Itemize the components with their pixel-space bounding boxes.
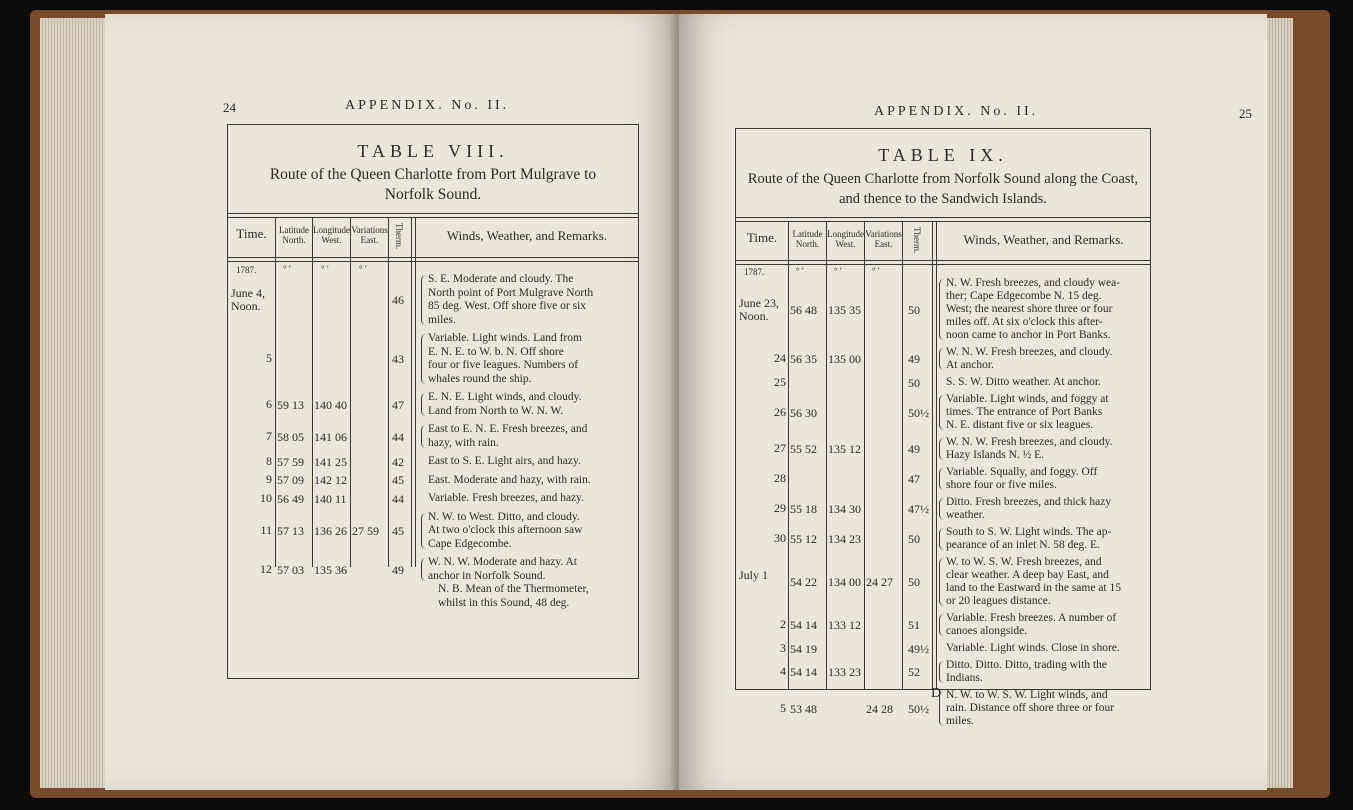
row-latitude: 54 14 [790, 665, 817, 679]
row-time: 26 [774, 404, 786, 419]
row-latitude: 53 48 [790, 701, 817, 716]
row-thermometer: 45 [392, 473, 404, 488]
var-deg-marks: ° ′ [872, 266, 880, 276]
row-latitude: 55 52 [790, 442, 817, 456]
row-remarks: Variable. Light winds. Close in shore. [946, 642, 1120, 654]
row-brace [939, 395, 944, 430]
row-longitude: 134 30 [828, 502, 861, 516]
row-time: 3 [780, 640, 786, 655]
row-remarks: East to S. E. Light airs, and hazy. [428, 455, 581, 467]
row-thermometer: 47 [392, 397, 404, 412]
row-latitude: 58 05 [277, 429, 304, 444]
signature-mark: D [931, 686, 942, 701]
header-remarks: Winds, Weather, and Remarks. [446, 228, 608, 243]
row-brace [421, 275, 426, 325]
row-thermometer: 50 [908, 575, 920, 589]
row-latitude: 57 59 [277, 454, 304, 469]
row-latitude: 57 09 [277, 473, 304, 488]
lon-deg-marks: ° ′ [834, 266, 842, 276]
row-brace [939, 348, 944, 370]
table-subtitle-line-2: and thence to the Sandwich Islands. [839, 191, 1047, 207]
row-time: 11 [260, 522, 272, 537]
row-latitude: 59 13 [277, 397, 304, 412]
row-thermometer: 45 [392, 523, 404, 538]
lat-deg-marks: ° ′ [796, 266, 804, 276]
header-remarks: Winds, Weather, and Remarks. [963, 232, 1124, 247]
row-longitude: 133 12 [828, 618, 861, 632]
page-number: 25 [1239, 106, 1252, 121]
row-thermometer: 50½ [908, 405, 929, 420]
row-brace [939, 468, 944, 490]
table-ix [735, 128, 1151, 727]
row-remarks: S. E. Moderate and cloudy. The North point of Port Mulgrave North 85 deg. West. Off shore five or six miles. [428, 273, 594, 326]
row-time: 5 [266, 351, 272, 365]
row-longitude: 141 25 [314, 454, 347, 469]
header-thermometer: Therm. [394, 223, 404, 250]
left-page [105, 14, 677, 790]
table-viii [227, 124, 639, 679]
row-remarks: South to S. W. Light winds. The ap- pearance of an inlet N. 58 deg. E. [946, 526, 1112, 551]
row-variation: 24 27 [866, 575, 893, 589]
running-head: APPENDIX. No. II. [874, 104, 1039, 119]
row-longitude: 136 26 [314, 523, 347, 538]
row-latitude: 57 03 [277, 562, 304, 577]
header-thermometer: Therm. [912, 227, 922, 254]
row-remarks: Ditto. Fresh breezes, and thick hazy weather. [946, 496, 1112, 521]
row-remarks: Variable. Light winds. Land from E. N. E. to W. b. N. Off shore four or five leagues. Numbers of whales round the ship. [428, 332, 582, 385]
row-thermometer: 47 [908, 472, 920, 486]
row-thermometer: 49½ [908, 641, 929, 656]
row-thermometer: 44 [392, 429, 404, 444]
row-longitude: 142 12 [314, 473, 347, 488]
row-time: 7 [266, 428, 272, 443]
row-remarks: Variable. Squally, and foggy. Off shore four or five miles. [946, 466, 1098, 491]
row-brace [939, 438, 944, 460]
row-longitude: 140 11 [314, 491, 347, 506]
table-subtitle-line-1: Route of the Queen Charlotte from Norfolk Sound along the Coast, [747, 171, 1139, 187]
header-variations: Variations East. [351, 225, 388, 245]
row-brace [421, 513, 426, 550]
row-remarks: W. N. W. Moderate and hazy. At anchor in Norfolk Sound. [428, 556, 577, 582]
table-note: N. B. Mean of the Thermometer, whilst in this Sound, 48 deg. [438, 583, 589, 609]
row-time: 12 [260, 561, 272, 576]
table-title: TABLE IX. [878, 145, 1008, 165]
row-remarks: Variable. Fresh breezes. A number of canoes alongside. [946, 612, 1117, 637]
row-remarks: Variable. Fresh breezes, and hazy. [428, 492, 585, 504]
row-thermometer: 51 [908, 618, 920, 632]
row-latitude: 54 22 [790, 575, 817, 589]
row-thermometer: 50 [908, 302, 920, 317]
page-number: 24 [223, 100, 236, 115]
row-remarks: S. S. W. Ditto weather. At anchor. [946, 376, 1101, 388]
row-remarks: East. Moderate and hazy, with rain. [428, 473, 591, 486]
row-remarks: Variable. Light winds, and foggy at times. The entrance of Port Banks N. E. distant five or six leagues. [946, 393, 1109, 431]
row-longitude: 134 23 [828, 532, 861, 546]
header-longitude: Longitude West. [827, 229, 864, 249]
row-thermometer: 52 [908, 665, 920, 679]
row-remarks: N. W. Fresh breezes, and cloudy wea- ther; Cape Edgecombe N. 15 deg. West; the nearest shore three or four miles off. At six o'clock this after- noon came to anchor in Port Banks. [946, 277, 1121, 341]
page-edges-left [40, 18, 110, 788]
row-remarks: W. N. W. Fresh breezes, and cloudy. Hazy Islands N. ½ E. [946, 436, 1113, 461]
row-thermometer: 43 [392, 352, 404, 366]
row-time: 25 [774, 374, 786, 389]
row-latitude: 55 18 [790, 502, 817, 516]
row-brace [939, 558, 944, 606]
running-head: APPENDIX. No. II. [345, 98, 510, 113]
lon-deg-marks: ° ′ [321, 264, 329, 274]
row-latitude: 56 49 [277, 491, 304, 506]
year: 1787. [236, 265, 257, 275]
row-brace [421, 334, 426, 384]
year: 1787. [744, 267, 765, 277]
row-time: 8 [266, 453, 272, 468]
row-time: 4 [780, 664, 786, 678]
row-time: June 4, Noon. [231, 286, 265, 313]
row-remarks: East to E. N. E. Fresh breezes, and hazy, with rain. [428, 423, 588, 449]
row-longitude: 133 23 [828, 665, 861, 679]
header-time: Time. [236, 226, 267, 241]
row-brace [421, 393, 426, 416]
row-latitude: 56 30 [790, 405, 817, 420]
header-variations: Variations East. [865, 229, 902, 249]
row-time: 9 [266, 472, 272, 487]
row-remarks: W. N. W. Fresh breezes, and cloudy. At anchor. [946, 346, 1113, 371]
row-thermometer: 50½ [908, 701, 929, 716]
row-brace [939, 614, 944, 636]
lat-deg-marks: ° ′ [283, 264, 291, 274]
header-longitude: Longitude West. [313, 225, 350, 245]
row-time: 2 [780, 617, 786, 631]
row-time: 27 [774, 441, 786, 455]
row-time: 5 [780, 700, 786, 715]
row-thermometer: 49 [908, 352, 920, 366]
row-latitude: 54 19 [790, 641, 817, 656]
row-brace [939, 498, 944, 520]
row-brace [421, 558, 426, 581]
row-thermometer: 49 [908, 442, 920, 456]
row-thermometer: 44 [392, 491, 404, 506]
right-page [679, 14, 1267, 790]
row-time: 10 [260, 490, 272, 505]
row-longitude: 135 12 [828, 442, 861, 456]
row-longitude: 135 36 [314, 562, 347, 577]
row-time: 29 [774, 501, 786, 515]
row-remarks: E. N. E. Light winds, and cloudy. Land from North to W. N. W. [428, 391, 582, 417]
row-brace [421, 425, 426, 448]
header-time: Time. [746, 230, 778, 245]
row-time: 30 [774, 531, 786, 545]
row-thermometer: 49 [392, 562, 404, 577]
row-remarks: W. to W. S. W. Fresh breezes, and clear weather. A deep bay East, and land to the Eastward in the same at 15 or 20 leagues distance. [946, 556, 1122, 607]
table-subtitle-line-2: Norfolk Sound. [384, 186, 482, 203]
row-remarks: Ditto. Ditto. Ditto, trading with the Indians. [946, 659, 1107, 684]
row-time: June 23, Noon. [739, 295, 779, 323]
row-remarks: N. W. to W. S. W. Light winds, and rain. Distance off shore three or four miles. [946, 689, 1115, 727]
row-thermometer: 47½ [908, 502, 929, 516]
table-subtitle-line-1: Route of the Queen Charlotte from Port Mulgrave to [269, 166, 597, 183]
row-time: 24 [774, 351, 786, 365]
row-longitude: 135 00 [828, 352, 861, 366]
row-latitude: 56 48 [790, 302, 817, 317]
table-title: TABLE VIII. [357, 141, 509, 161]
row-thermometer: 46 [392, 293, 404, 307]
row-latitude: 56 35 [790, 352, 817, 366]
row-time: 28 [774, 471, 786, 485]
row-time: 6 [266, 396, 272, 411]
row-thermometer: 50 [908, 375, 920, 390]
row-remarks: N. W. to West. Ditto, and cloudy. At two o'clock this afternoon saw Cape Edgecombe. [428, 510, 583, 550]
row-latitude: 55 12 [790, 532, 817, 546]
row-thermometer: 50 [908, 532, 920, 546]
row-brace [939, 661, 944, 683]
row-thermometer: 42 [392, 454, 404, 469]
row-time: July 1 [739, 568, 769, 582]
row-variation: 24 28 [866, 701, 893, 716]
header-latitude: Latitude North. [279, 225, 309, 245]
row-longitude: 140 40 [314, 397, 347, 412]
row-brace [939, 528, 944, 550]
row-variation: 27 59 [352, 523, 379, 538]
var-deg-marks: ° ′ [359, 264, 367, 274]
row-latitude: 54 14 [790, 618, 817, 632]
row-longitude: 134 00 [828, 575, 861, 589]
row-brace [939, 279, 944, 340]
header-latitude: Latitude North. [792, 229, 823, 249]
row-latitude: 57 13 [277, 523, 304, 538]
row-longitude: 135 35 [828, 302, 861, 317]
row-longitude: 141 06 [314, 429, 347, 444]
